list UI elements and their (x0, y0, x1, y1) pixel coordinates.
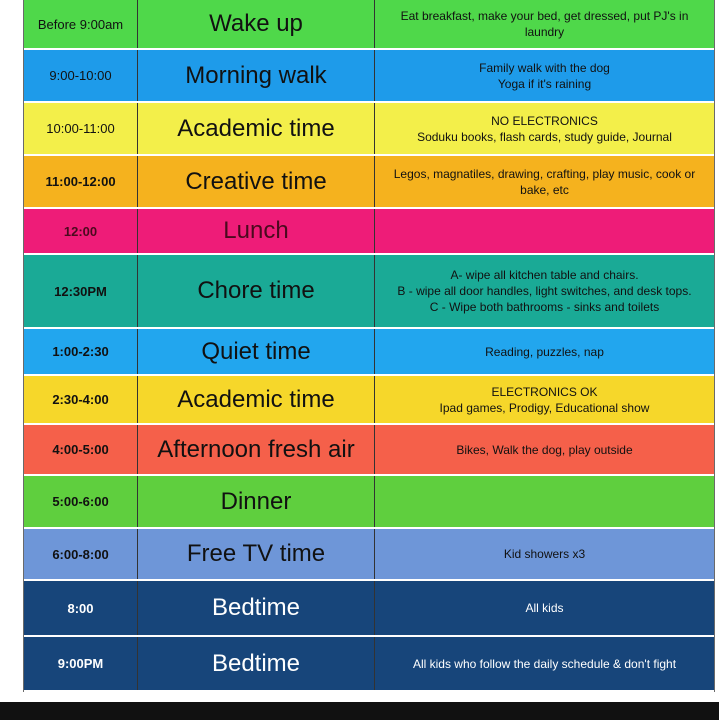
details-line: bake, etc (520, 182, 569, 197)
details-cell (375, 376, 714, 423)
activity-cell: Wake up (138, 0, 375, 48)
details-cell (375, 50, 714, 101)
activity-cell: Bedtime (138, 637, 375, 690)
activity-cell: Quiet time (138, 329, 375, 374)
time-cell: 4:00-5:00 (24, 425, 138, 474)
activity-cell: Academic time (138, 103, 375, 154)
details-cell (375, 103, 714, 154)
time-cell: 9:00PM (24, 637, 138, 690)
time-cell: 9:00-10:00 (24, 50, 138, 101)
time-cell: 2:30-4:00 (24, 376, 138, 423)
details-line: C - Wipe both bathrooms - sinks and toilets (429, 300, 660, 314)
time-cell: 8:00 (24, 581, 138, 635)
schedule-row (24, 376, 714, 425)
details-line: B - wipe all door handles, light switches, and desk tops. (397, 284, 692, 298)
details-line: All kids (525, 601, 564, 615)
details-line: All kids who follow the daily schedule & don't fight (412, 656, 677, 671)
schedule-row (24, 425, 714, 476)
details-cell (375, 156, 714, 207)
activity-cell: Chore time (138, 255, 375, 327)
schedule-row (24, 156, 714, 209)
time-cell: 6:00-8:00 (24, 529, 138, 579)
schedule-row (24, 581, 714, 637)
details-line: Yoga if it's raining (497, 76, 592, 91)
schedule-row (24, 329, 714, 376)
details-cell (375, 476, 714, 527)
activity-cell: Bedtime (138, 581, 375, 635)
time-cell: 10:00-11:00 (24, 103, 138, 154)
details-cell (375, 329, 714, 374)
details-cell (375, 637, 714, 690)
details-line: Ipad games, Prodigy, Educational show (439, 400, 650, 415)
schedule-row (24, 476, 714, 529)
time-cell: 11:00-12:00 (24, 156, 138, 207)
details-line: NO ELECTRONICS (491, 113, 598, 128)
details-cell (375, 209, 714, 253)
details-line: Eat breakfast, make your bed, get dressed, put PJ's in (400, 9, 689, 23)
details-cell (375, 529, 714, 579)
details-cell (375, 0, 714, 48)
time-cell: 12:30PM (24, 255, 138, 327)
details-cell (375, 581, 714, 635)
details-line: Bikes, Walk the dog, play outside (456, 442, 633, 457)
schedule-row (24, 0, 714, 50)
details-cell (375, 255, 714, 327)
bottom-bar (0, 702, 719, 720)
time-cell: Before 9:00am (24, 0, 138, 48)
activity-cell: Morning walk (138, 50, 375, 101)
details-line: A- wipe all kitchen table and chairs. (450, 268, 639, 282)
time-cell: 12:00 (24, 209, 138, 253)
time-cell: 1:00-2:30 (24, 329, 138, 374)
details-line: Reading, puzzles, nap (485, 344, 604, 359)
activity-cell: Afternoon fresh air (138, 425, 375, 474)
details-line: laundry (524, 25, 565, 39)
activity-cell: Dinner (138, 476, 375, 527)
details-line: Soduku books, flash cards, study guide, Journal (417, 129, 672, 144)
details-line: ELECTRONICS OK (491, 384, 598, 399)
schedule-table (23, 0, 715, 692)
schedule-row (24, 637, 714, 692)
details-line: Legos, magnatiles, drawing, crafting, play music, cook or (393, 166, 696, 181)
schedule-row (24, 209, 714, 255)
activity-cell: Academic time (138, 376, 375, 423)
details-line: Kid showers x3 (503, 547, 586, 561)
schedule-row (24, 255, 714, 329)
schedule-row (24, 103, 714, 156)
activity-cell: Free TV time (138, 529, 375, 579)
details-line: Family walk with the dog (479, 60, 610, 75)
details-cell (375, 425, 714, 474)
activity-cell: Creative time (138, 156, 375, 207)
schedule-row (24, 50, 714, 103)
schedule-row (24, 529, 714, 581)
activity-cell: Lunch (138, 209, 375, 253)
time-cell: 5:00-6:00 (24, 476, 138, 527)
